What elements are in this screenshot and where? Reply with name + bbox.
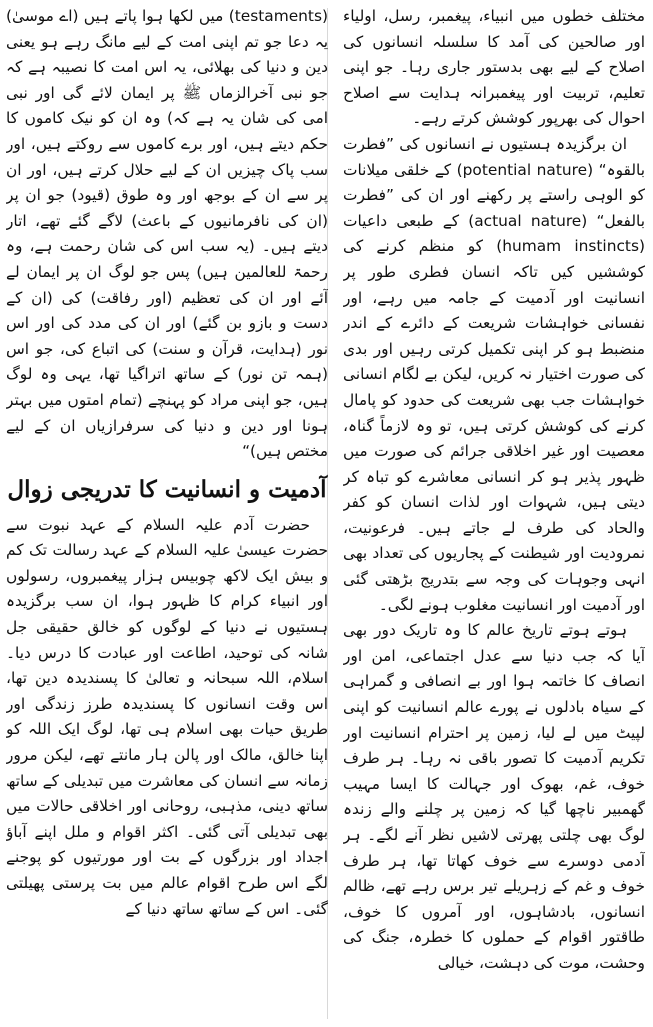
section-heading: آدمیت و انسانیت کا تدریجی زوال (7, 475, 327, 503)
paragraph: (testaments) میں لکھا ہوا پاتے ہیں (اے موسیٰ) یہ دعا جو تم اپنی امت کے لیے مانگ رہے ہو یعنی دین و دنیا کی بھلائی، یہ اس امت کا نصیبہ ہے کہ جو نبی آخرالزماں ﷺ پر ایمان لائے گی اور نبی امی کی شان یہ ہے کہ) وہ ان کو نیک کاموں کا حکم دیتے ہیں، اور برے کاموں سے روکتے ہیں، اور سب پاک چیزیں ان کے لیے حلال کرتے ہیں، اور ان پر سے ان کے بوجھ اور وہ طوق (قیود) جو ان پر (ان کی نافرمانیوں کے باعث) لاگے گئے تھے، اتار دیتے ہیں۔ (یہ سب اس کی شان رحمت ہے، وہ رحمۃ للعالمین ہیں) پس جو لوگ ان پر ایمان لے آئے اور ان کی تعظیم (اور رفاقت) کی (ان کے دست و بازو بن گئے) اور ان کی مدد کی اور اس نور (ہدایت، قرآن و سنت) کی اتباع کی، جو اس (ہمہ تن نور) کے ساتھ اتراگیا تھا، یہی وہ لوگ ہیں، جو اپنی مراد کو پہنچے (تمام امتوں میں بہتر ہونا اور دین و دنیا کی سرفرازیاں ان کے لیے مختص ہیں)“ (6, 7, 328, 461)
right-column (343, 4, 645, 1025)
paragraph: ان برگزیدہ ہستیوں نے انسانوں کی ”فطرت بالقوہ“ (potential nature) کے خلقی میلانات کو الوہی راستے پر رکھنے اور ان کی ”فطرت بالفعل“ (actual nature) کے طبعی داعیات (humam instincts) کو منظم کرنے کی کوششیں کیں تاکہ انسان فطری طور پر انسانیت اور آدمیت کے جامہ میں رہے، اور نفسانی خواہشات شریعت کے دائرے کے اندر منضبط ہو کر اپنی تکمیل کرتی رہیں اور بدی کی صورت اختیار نہ کریں، لیکن بے لگام انسانی خواہشات جب بھی شریعت کی حدود کو پامال کرنے کی کوشش کرتی ہیں، تو وہ لازماً گناہ، معصیت اور غیر اخلاقی جرائم کی صورت میں ظہور پذیر ہو کر انسانی معاشرے کو تباہ کر دیتی ہیں، شہوات اور لذات انسان کو کفر والحاد کی طرف لے جاتے ہیں۔ فرعونیت، نمرودیت اور شیطنت کے پجاریوں کی تعداد بھی انہی وجوہات کی وجہ سے بتدریج بڑھتی گئی اور آدمیت اور انسانیت مغلوب ہونے لگی۔ (343, 134, 645, 614)
paragraph: ہوتے ہوتے تاریخ عالم کا وہ تاریک دور بھی آیا کہ جب دنیا سے عدل اجتماعی، امن اور انصاف کا خاتمہ ہوا اور بے انصافی و گمراہی کے سیاہ بادلوں نے پورے عالم انسانیت کو اپنی لپیٹ میں لے لیا، زمین پر احترام انسانیت اور تکریم آدمیت کا تصور باقی نہ رہا۔ ہر طرف خوف، غم، بھوک اور جہالت کا ایسا مہیب گھمبیر ناچھا گیا کہ زمین پر چلنے والے زندہ لوگ بھی چلتی پھرتی لاشیں نظر آنے لگے۔ ہر آدمی دوسرے سے خوف کھاتا تھا، ہر طرف خوف و غم کے زہریلے تیر برس رہے تھے، ظالم انسانوں، بادشاہوں، اور آمروں کا خوف، طاقتور اقوام کے حملوں کا خطرہ، جنگ کی وحشت، موت کی دہشت، خیالی (343, 621, 645, 972)
left-column (6, 4, 328, 1025)
paragraph: مختلف خطوں میں انبیاء، پیغمبر، رسل، اولیاء اور صالحین کی آمد کا سلسلہ انسانوں کی اصلاح کے لیے بھی بدستور جاری رہا۔ جو اپنی تعلیم، تربیت اور پیغمبرانہ ہدایت سے اصلاح احوال کی بھرپور کوشش کرتے رہے۔ (343, 7, 645, 128)
paragraph: حضرت آدم علیہ السلام کے عہد نبوت سے حضرت عیسیٰ علیہ السلام کے عہد رسالت تک کم و بیش ایک لاکھ چوبیس ہزار پیغمبروں، رسولوں اور انبیاء کرام کا ظہور ہوا، ان سب برگزیدہ ہستیوں نے دنیا کے لوگوں کو خالق حقیقی جل شانہ کی توحید، اطاعت اور عبادت کا درس دیا۔ اسلام، اللہ سبحانہ و تعالیٰ کا پسندیدہ دین تھا، اس وقت انسانوں کا پسندیدہ طرز زندگی اور طریق حیات بھی اسلام ہی تھا، لوگ ایک اللہ کو اپنا خالق، مالک اور پالن ہار مانتے تھے، لیکن مرور زمانہ سے انسان کی معاشرت میں تبدیلی کے ساتھ ساتھ دینی، مذہبی، روحانی اور اخلاقی حالات میں بھی تبدیلی آتی گئی۔ اکثر اقوام و ملل اپنے آباؤ اجداد اور بزرگوں کے بت اور مورتیوں کو پوجنے لگے اس طرح اقوام عالم میں بت پرستی پھیلتی گئی۔ اس کے ساتھ ساتھ دنیا کے (6, 515, 328, 918)
